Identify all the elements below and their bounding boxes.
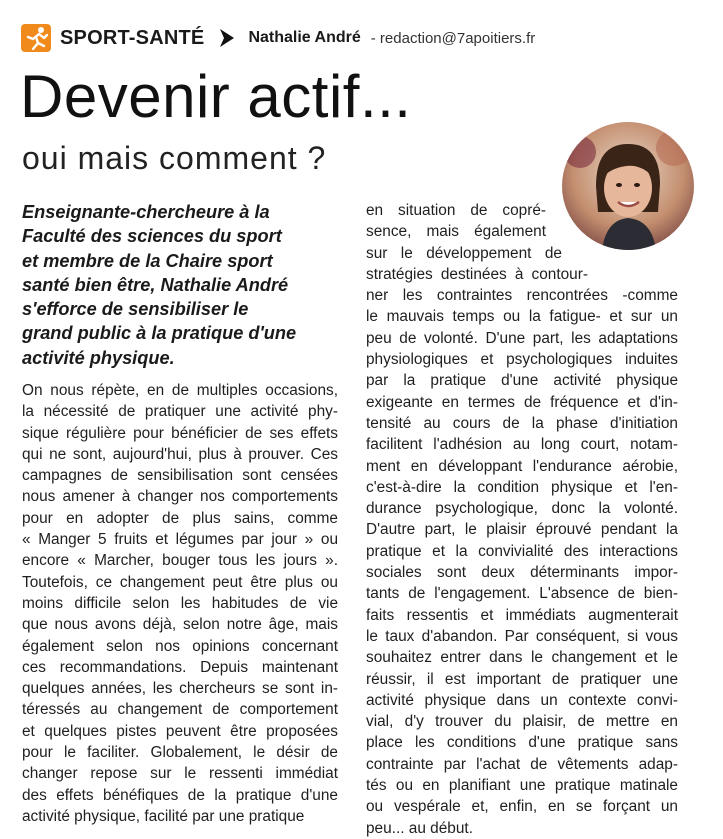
- body-line: faits ressentis et immédiats augmenterait: [366, 606, 678, 624]
- article-header: [20, 22, 710, 54]
- body-line: quelques années, les chercheurs se sont in-: [22, 680, 338, 698]
- body-line: contrainte par l'achat de vêtements adap-: [366, 755, 678, 773]
- body-line: facilitent l'adhésion au long court, notam-: [366, 436, 678, 454]
- body-line: peu de volonté. D'une part, les adaptations: [366, 329, 678, 347]
- body-line: pratique et la convivialité des interactions: [366, 542, 678, 560]
- body-line: ner les contraintes rencontrées -comme: [366, 287, 678, 305]
- author-email: - redaction@7apoitiers.fr: [370, 29, 536, 47]
- article-title: Devenir actif...: [20, 63, 412, 130]
- author-name: Nathalie André: [248, 29, 361, 46]
- body-line: D'autre part, le plaisir éprouvé pendant la: [366, 521, 678, 539]
- running-figure-icon: [20, 23, 52, 53]
- body-line: c'est-à-dire la condition physique et l'en-: [366, 478, 678, 496]
- body-line: sique régulière pour bénéficier de ses effets: [22, 424, 338, 442]
- body-line: nous amener à changer nos comportements: [22, 488, 338, 506]
- body-line: activité physique, facilité par une pratique: [22, 807, 305, 825]
- body-column-right: [366, 200, 678, 839]
- body-line: souhaitez entrer dans le changement et le: [366, 649, 678, 667]
- play-arrow-icon: [218, 28, 236, 48]
- body-line: place les conditions d'une pratique sans: [366, 734, 678, 752]
- body-line: tensité au cours de la phase d'initiation: [366, 414, 678, 432]
- lead-line: s'efforce de sensibiliser le: [22, 299, 249, 320]
- body-line: des effets bénéfiques de la pratique d'une: [22, 786, 338, 804]
- body-line: tants de l'engagement. L'absence de bien-: [366, 585, 678, 603]
- body-line: le taux d'abandon. Par conséquent, si vous: [366, 627, 678, 645]
- body-line: réussir, il est important de pratiquer une: [366, 670, 678, 688]
- body-line: Toutefois, ce changement peut être plus ou: [22, 573, 338, 591]
- body-line: tés ou en planifiant une pratique matinale: [366, 777, 678, 795]
- body-line: la nécessité de pratiquer une activité phy-: [22, 403, 338, 421]
- body-line: ment en développant l'endurance aérobie,: [366, 457, 678, 475]
- body-line: sence, mais également: [366, 223, 546, 241]
- body-line: pour en adopter de plus sains, comme: [22, 509, 338, 527]
- lead-line: activité physique.: [22, 347, 175, 368]
- body-line: que nous avons déjà, selon notre âge, mais: [22, 616, 338, 634]
- body-line: vial, d'y trouver du plaisir, de mettre en: [366, 713, 678, 731]
- body-line: et quelques pistes peuvent être proposées: [22, 722, 338, 740]
- body-line: également selon nos opinions concernant: [22, 637, 338, 655]
- body-line: sur le développement de: [366, 244, 562, 262]
- body-line: peu... au début.: [366, 819, 473, 837]
- lead-line: santé bien être, Nathalie André: [22, 274, 289, 295]
- body-line: en situation de copré-: [366, 202, 546, 219]
- body-line: changer repose sur le ressenti immédiat: [22, 765, 338, 783]
- lead-line: Enseignante-chercheure à la: [22, 202, 270, 222]
- body-column-left: [22, 380, 338, 827]
- body-line: physiologiques et psychologiques induites: [366, 351, 678, 369]
- body-line: le mauvais temps ou la fatigue- et sur un: [366, 308, 678, 326]
- body-line: moins difficile selon les habitudes de vie: [22, 594, 338, 612]
- article-subtitle: oui mais comment ?: [22, 140, 327, 176]
- lead-line: Faculté des sciences du sport: [22, 226, 282, 247]
- body-line: campagnes de sensibilisation sont censées: [22, 467, 338, 485]
- body-line: ces recommandations. Depuis maintenant: [22, 658, 338, 676]
- body-line: On nous répète, en de multiples occasions,: [22, 382, 338, 399]
- section-rubric: SPORT-SANTÉ: [60, 26, 205, 49]
- lead-line: et membre de la Chaire sport: [22, 250, 273, 271]
- body-line: qui ne sont, aujourd'hui, plus à prouver. Ces: [22, 445, 338, 463]
- body-line: encore « Marcher, bouger tous les jours ».: [22, 552, 338, 570]
- body-line: « Manger 5 fruits et légumes par jour » ou: [22, 531, 338, 549]
- body-line: sociales sont deux déterminants impor-: [366, 564, 678, 582]
- article-lead: [22, 200, 352, 370]
- body-line: activité physique dans un contexte convi-: [366, 691, 678, 709]
- body-line: exigeante en termes de fréquence et d'in-: [366, 393, 678, 411]
- body-line: téressés au changement de comportement: [22, 701, 338, 719]
- body-line: par la pratique d'une activité physique: [366, 372, 678, 390]
- body-line: stratégies destinées à contour-: [366, 265, 588, 283]
- lead-line: grand public à la pratique d'une: [22, 323, 297, 344]
- body-line: durance psychologique, donc la volonté.: [366, 500, 678, 518]
- body-line: pour le faciliter. Globalement, le désir de: [22, 744, 338, 762]
- body-line: ou vespérale et, enfin, en se forçant un: [366, 798, 678, 816]
